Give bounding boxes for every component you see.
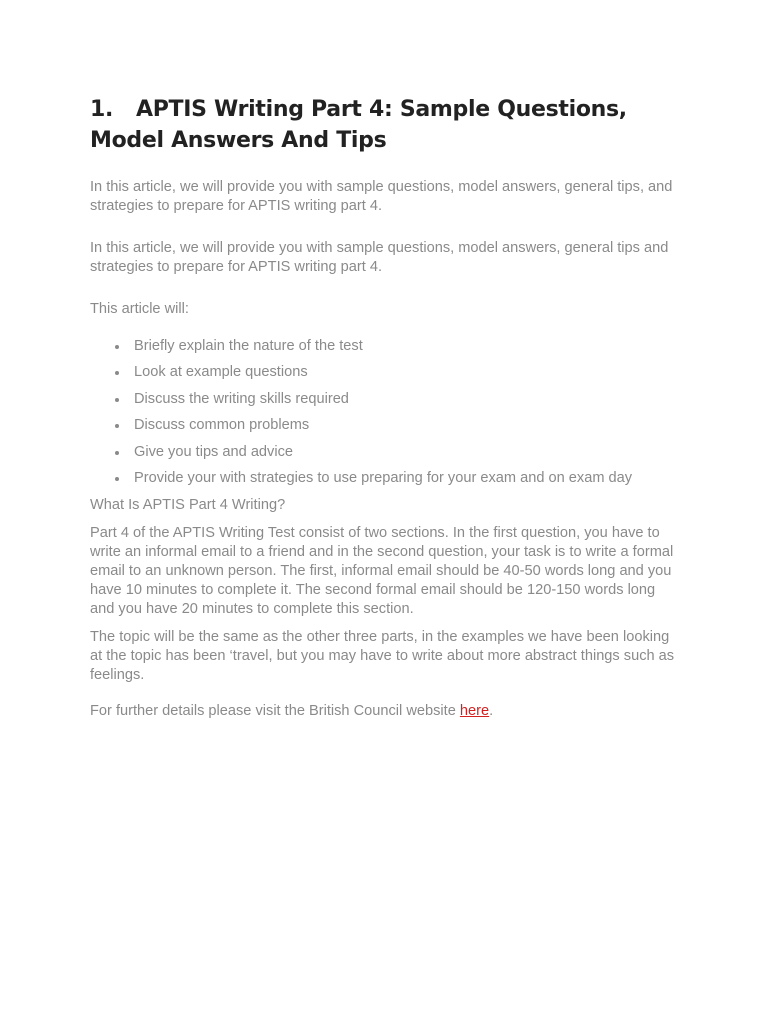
list-item: Give you tips and advice [90,443,680,462]
article-outline-list [90,337,680,488]
list-item: Discuss common problems [90,416,680,435]
intro-paragraph-2: In this article, we will provide you with sample questions, model answers, general tips and strategies to prepare for APTIS writing part 4. [90,240,669,275]
further-details-text: For further details please visit the British Council website [90,702,460,719]
topic-paragraph: The topic will be the same as the other three parts, in the examples we have been looking at the topic has been ‘travel, but you may have to write about more abstract things such as feelings. [90,628,675,683]
list-lead-in: This article will: [90,301,189,317]
title-text: APTIS Writing Part 4: Sample Questions, Model Answers And Tips [90,97,627,153]
article-title [90,94,680,156]
intro-paragraph-1: In this article, we will provide you with sample questions, model answers, general tips, and strategies to prepare for APTIS writing part 4. [90,179,673,214]
section-subheading: What Is APTIS Part 4 Writing? [90,496,286,513]
further-details-period: . [489,702,494,719]
list-item: Discuss the writing skills required [90,390,680,409]
british-council-link[interactable]: here [459,702,490,719]
list-item: Provide your with strategies to use preparing for your exam and on exam day [90,469,680,488]
list-item: Look at example questions [90,363,680,382]
title-number: 1. [90,97,114,122]
list-item: Briefly explain the nature of the test [90,337,680,356]
further-details-paragraph [90,702,680,721]
part4-description: Part 4 of the APTIS Writing Test consist of two sections. In the first question, you have to write an informal email to a friend and in the second question, your task is to write a formal email to an unknown person. The first, informal email should be 40-50 words long and you have 10 minutes to complete it. The second formal email should be 120-150 words long and you have 20 minutes to complete this section. [90,524,674,617]
